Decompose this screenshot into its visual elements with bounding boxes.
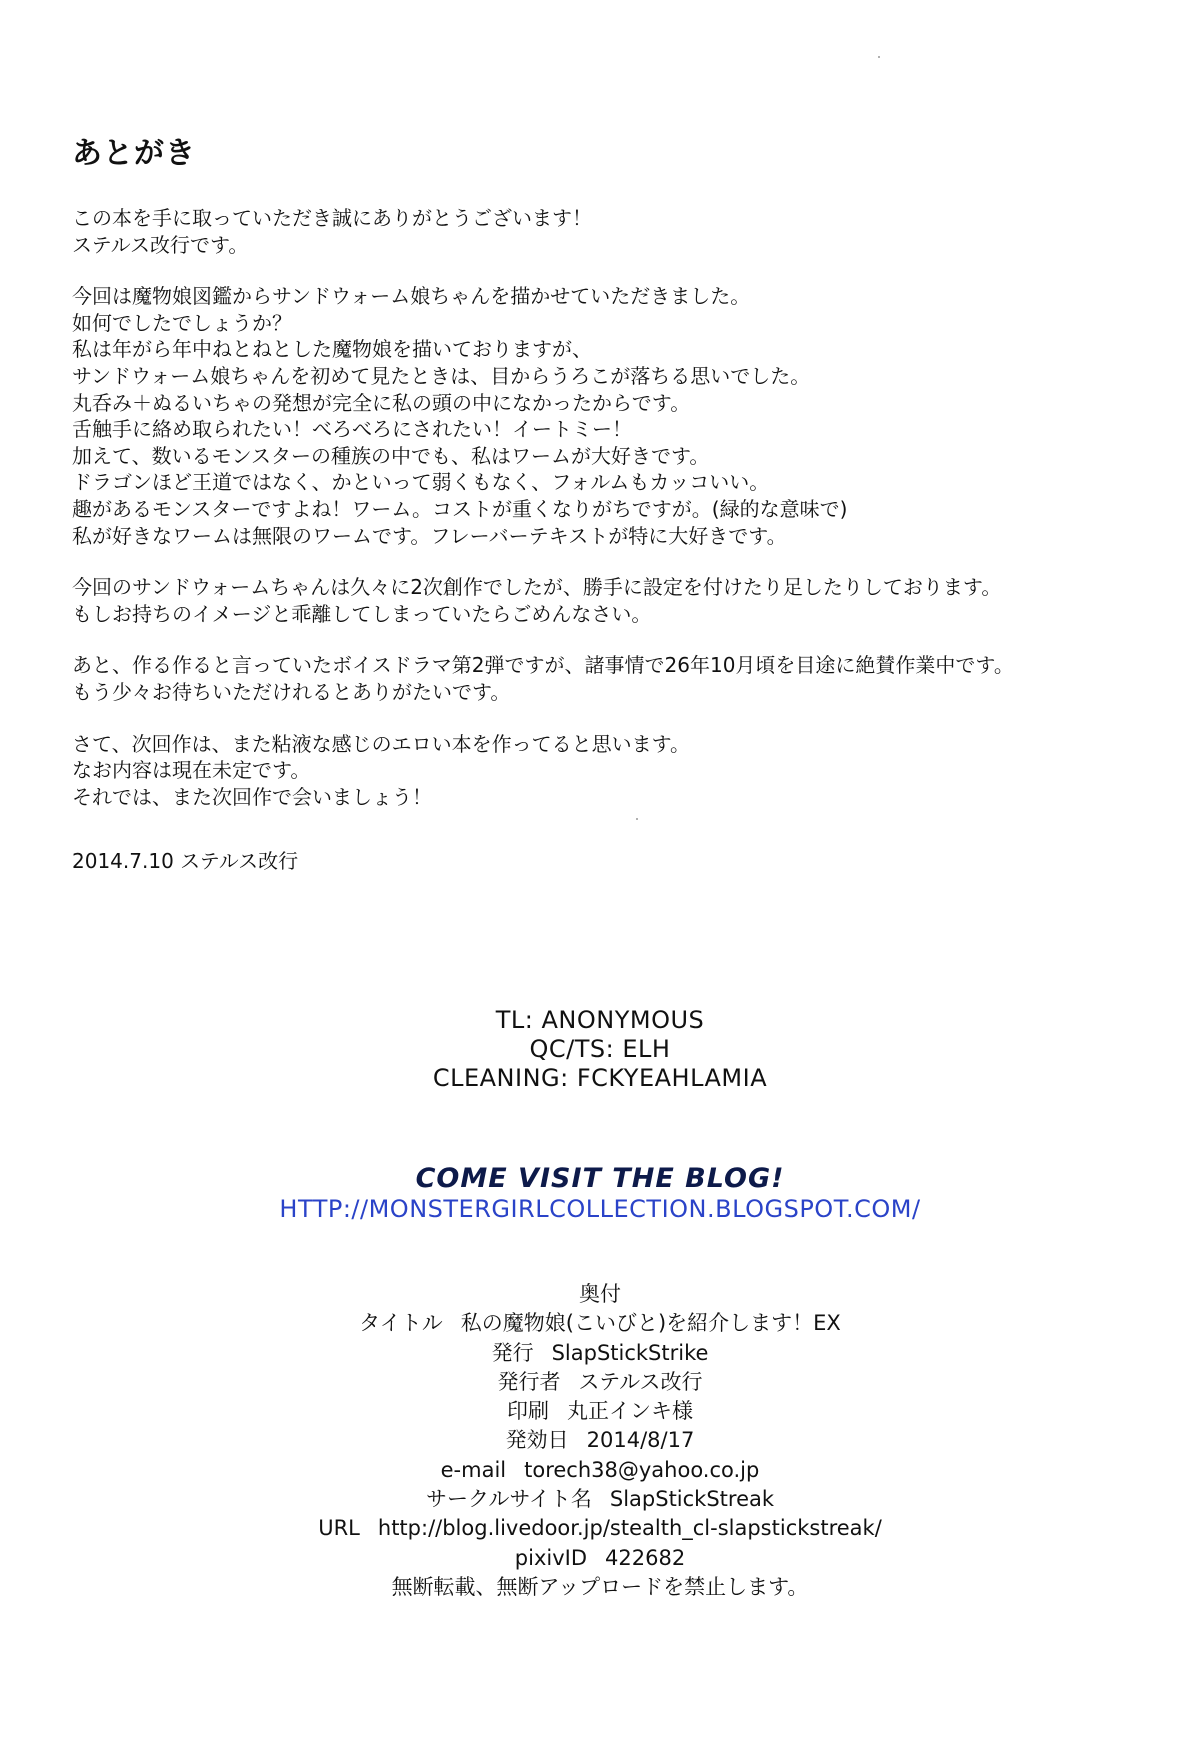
afterword-line: 趣があるモンスターですよね！ワーム。コストが重くなりがちですが。(緑的な意味で) [72,496,848,521]
colophon-title-label: タイトル [359,1311,443,1336]
afterword-line: 今回は魔物娘図鑑からサンドウォーム娘ちゃんを描かせていただきました。 [72,284,751,309]
colophon-publisher-row [0,1339,1200,1368]
colophon-date-row [0,1426,1200,1455]
afterword-line: ドラゴンほど王道ではなく、かといって弱くもなく、フォルムもカッコいい。 [72,470,770,495]
colophon-pixiv-label: pixivID [514,1545,588,1570]
colophon-pixiv-value: 422682 [605,1545,686,1570]
afterword-line: それでは、また次回作で会いましょう！ [72,784,432,809]
colophon-email-row [0,1456,1200,1485]
colophon-site-row [0,1485,1200,1514]
colophon-pixiv-row [0,1544,1200,1573]
afterword-line: あと、作る作ると言っていたボイスドラマ第2弾ですが、諸事情で26年10月頃を目途に絶賛作業中です。 [72,653,1014,678]
afterword-line: 私が好きなワームは無限のワームです。フレーバーテキストが特に大好きです。 [72,523,787,548]
colophon-url-row [0,1514,1200,1543]
afterword-paragraph [72,652,1152,705]
colophon-date-label: 発効日 [505,1428,569,1453]
colophon-printer-value: 丸正インキ様 [567,1399,693,1424]
colophon-site-value: SlapStickStreak [609,1487,775,1512]
blog-title: COME VISIT THE BLOG! [415,1163,785,1194]
afterword-heading: あとがき [72,136,196,171]
afterword-line: さて、次回作は、また粘液な感じのエロい本を作ってると思います。 [72,731,690,756]
credit-translator: TL: ANONYMOUS [495,1006,705,1034]
colophon [0,1280,1200,1602]
translation-credits [0,1006,1200,1093]
blog-link[interactable]: HTTP://MONSTERGIRLCOLLECTION.BLOGSPOT.COM/ [279,1195,921,1223]
colophon-title-value: 私の魔物娘(こいびと)を紹介します！EX [460,1311,841,1336]
afterword-line: 舌触手に絡め取られたい！べろべろにされたい！イートミー！ [72,417,632,442]
afterword-paragraph [72,205,1152,258]
blog-promo [0,1163,1200,1224]
afterword-line: 私は年がら年中ねとねとした魔物娘を描いておりますが、 [72,337,592,362]
colophon-email-value: torech38@yahoo.co.jp [524,1457,760,1482]
afterword-line: もう少々お待ちいただけれるとありがたいです。 [72,679,511,704]
colophon-date-value: 2014/8/17 [586,1428,695,1453]
colophon-url-value: http://blog.livedoor.jp/stealth_cl-slapstickstreak/ [377,1516,882,1541]
colophon-issuer-value: ステルス改行 [578,1369,703,1394]
afterword-line: もしお持ちのイメージと乖離してしまっていたらごめんなさい。 [72,601,652,626]
afterword-line: ステルス改行です。 [72,232,249,257]
colophon-printer-label: 印刷 [507,1399,549,1424]
credit-cleaning: CLEANING: FCKYEAHLAMIA [432,1064,768,1092]
afterword-line: 今回のサンドウォームちゃんは久々に2次創作でしたが、勝手に設定を付けたり足したりしております。 [72,575,1002,600]
colophon-heading: 奥付 [579,1282,621,1306]
colophon-publisher-value: SlapStickStrike [551,1340,709,1365]
afterword-line: サンドウォーム娘ちゃんを初めて見たときは、目からうろこが落ちる思いでした。 [72,363,811,388]
afterword-paragraph [72,574,1152,627]
afterword-paragraph [72,283,1152,549]
colophon-email-label: e-mail [440,1457,507,1482]
afterword-line: 如何でしたでしょうか？ [72,310,292,335]
colophon-issuer-row [0,1368,1200,1397]
colophon-publisher-label: 発行 [491,1340,534,1365]
colophon-site-label: サークルサイト名 [425,1487,592,1512]
afterword-line: この本を手に取っていただき誠にありがとうございます！ [72,206,592,230]
afterword-line: 丸呑み＋ぬるいちゃの発想が完全に私の頭の中になかったからです。 [72,390,691,415]
scan-speck [878,56,880,58]
afterword-line: 加えて、数いるモンスターの種族の中でも、私はワームが大好きです。 [72,443,710,468]
afterword-line: なお内容は現在未定です。 [72,758,311,783]
afterword-body [72,205,1152,835]
colophon-title-row [0,1309,1200,1338]
colophon-notice: 無断転載、無断アップロードを禁止します。 [391,1574,809,1599]
date-signature: 2014.7.10 ステルス改行 [72,849,299,873]
colophon-issuer-label: 発行者 [497,1369,561,1394]
colophon-printer-row [0,1397,1200,1426]
credit-qc: QC/TS: ELH [529,1035,671,1063]
colophon-url-label: URL [318,1516,360,1541]
afterword-paragraph [72,731,1152,811]
